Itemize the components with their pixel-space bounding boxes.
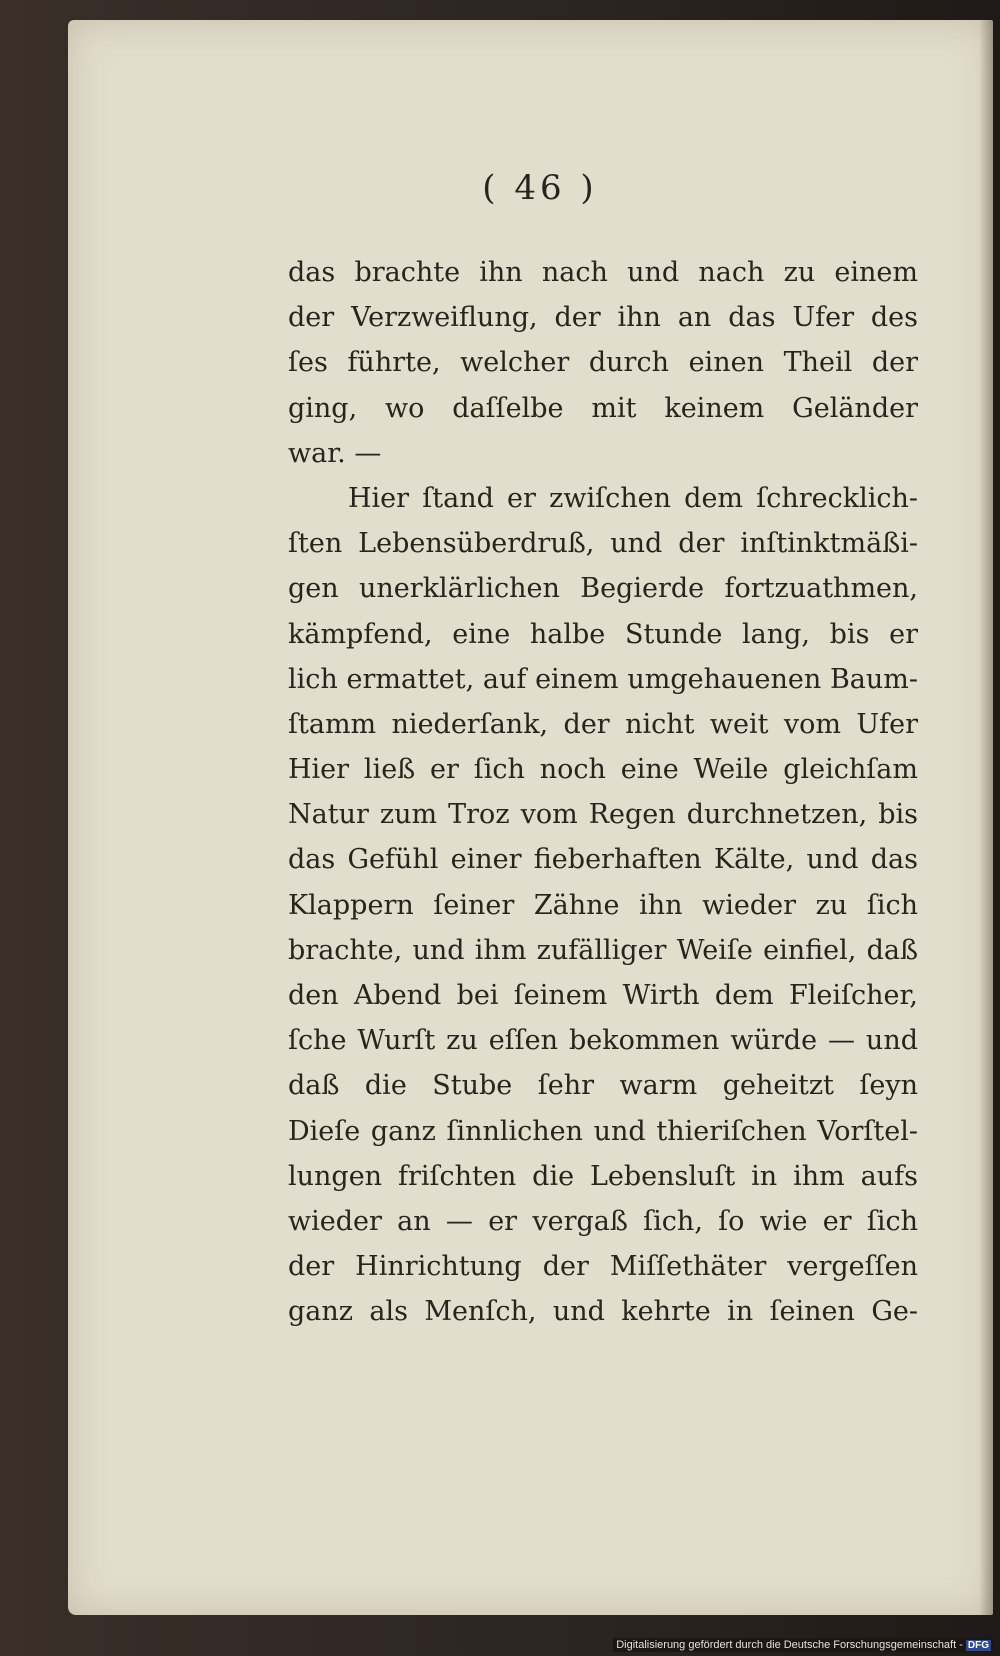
text-line: den Abend bei ſeinem Wirth dem Fleiſcher, — [288, 980, 918, 1011]
text-line: Hier ließ er ſich noch eine Weile gleichſam — [288, 754, 918, 786]
text-line: war. — — [288, 437, 382, 469]
text-line: ging, wo daſſelbe mit keinem Geländer — [288, 392, 918, 424]
text-line: ſes führte, welcher durch einen Theil der — [288, 347, 918, 379]
text-line: der Verzweiflung, der ihn an das Ufer des — [288, 302, 918, 334]
text-line: wieder an — er vergaß ſich, ſo wie er ſich — [288, 1205, 918, 1237]
text-line: Hier ſtand er zwiſchen dem ſchrecklich- — [348, 482, 918, 514]
page-number: ( 46 ) — [482, 168, 598, 208]
text-line: gen unerklärlichen Begierde fortzuathmen, — [288, 573, 918, 605]
text-line: lich ermattet, auf einem umgehauenen Baum- — [288, 663, 918, 695]
page-edge-shadow — [979, 20, 993, 1615]
credit-text: Digitalisierung gefördert durch die Deutsche Forschungsgemeinschaft - — [616, 1639, 963, 1651]
text-line: der Hinrichtung der Miſſethäter vergeſſen — [288, 1251, 918, 1283]
text-line: kämpfend, eine halbe Stunde lang, bis er — [288, 618, 918, 650]
text-line: das brachte ihn nach und nach zu einem — [288, 257, 918, 288]
text-line: ſten Lebensüberdruß, und der inſtinktmäßi- — [288, 528, 918, 560]
text-line: ſche Wurſt zu eſſen bekommen würde — und — [288, 1025, 918, 1057]
text-line: Natur zum Troz vom Regen durchnetzen, bis — [288, 799, 918, 831]
text-line: Klappern ſeiner Zähne ihn wieder zu ſich — [288, 889, 918, 921]
body-text — [288, 250, 918, 1335]
dfg-logo: DFG — [967, 1640, 989, 1651]
text-line: brachte, und ihm zufälliger Weiſe einfiel, daß — [288, 934, 918, 966]
text-line: Dieſe ganz ſinnlichen und thieriſchen Vorſtel- — [288, 1115, 918, 1147]
text-line: ſtamm niederſank, der nicht weit vom Ufer — [288, 708, 918, 740]
text-line: das Gefühl einer fieberhaften Kälte, und das — [288, 844, 918, 876]
digitization-credit — [613, 1638, 994, 1652]
text-line: lungen friſchten die Lebensluſt in ihm aufs — [288, 1160, 918, 1192]
text-line: daß die Stube ſehr warm geheitzt ſeyn — [288, 1070, 918, 1102]
text-line: ganz als Menſch, und kehrte in ſeinen Ge- — [288, 1296, 918, 1328]
